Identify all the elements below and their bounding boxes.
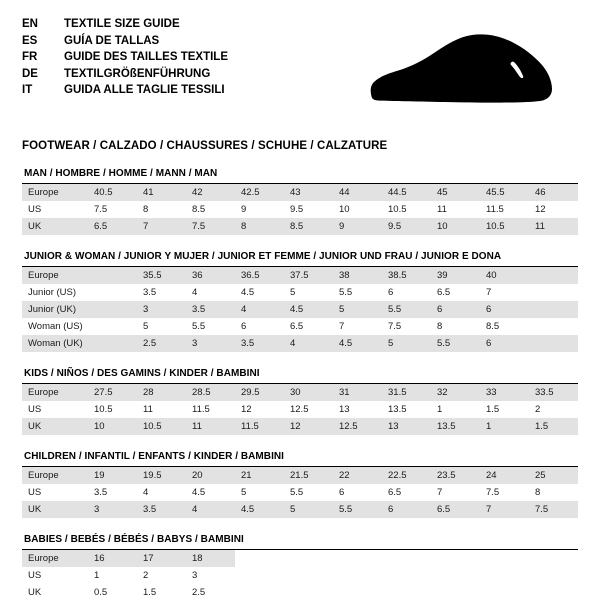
cell: 7.5 bbox=[186, 218, 235, 235]
cell: 46 bbox=[529, 184, 578, 201]
cell bbox=[284, 550, 333, 567]
cell bbox=[88, 284, 137, 301]
cell: 8 bbox=[235, 218, 284, 235]
cell: 6.5 bbox=[88, 218, 137, 235]
row-label: Europe bbox=[22, 467, 88, 484]
table-row bbox=[22, 550, 578, 567]
cell: 36 bbox=[186, 267, 235, 284]
table-row bbox=[22, 201, 578, 218]
size-group-junior-woman bbox=[22, 251, 578, 352]
cell bbox=[382, 584, 431, 601]
cell: 6 bbox=[480, 301, 529, 318]
cell: 7.5 bbox=[486, 487, 500, 498]
cell bbox=[235, 584, 284, 601]
language-row bbox=[22, 16, 228, 33]
cell: 5 bbox=[284, 501, 333, 518]
cell: 6.5 bbox=[437, 287, 451, 298]
cell: 12 bbox=[241, 404, 252, 415]
cell: 42 bbox=[186, 184, 235, 201]
cell: 23.5 bbox=[431, 467, 480, 484]
cell: 38 bbox=[333, 267, 382, 284]
cell: 10 bbox=[431, 218, 480, 235]
cell: 33.5 bbox=[529, 384, 578, 401]
row-label: US bbox=[28, 404, 42, 415]
cell: 8 bbox=[143, 204, 149, 215]
size-table bbox=[22, 467, 578, 518]
cell: 12.5 bbox=[290, 404, 309, 415]
cell bbox=[480, 567, 529, 584]
cell: 10 bbox=[339, 204, 350, 215]
cell: 5.5 bbox=[382, 301, 431, 318]
cell: 6.5 bbox=[388, 487, 402, 498]
table-row bbox=[22, 335, 578, 352]
cell: 1.5 bbox=[143, 587, 157, 598]
cell: 10.5 bbox=[137, 418, 186, 435]
cell bbox=[88, 267, 137, 284]
size-group-children bbox=[22, 451, 578, 518]
row-label: Junior (US) bbox=[28, 287, 77, 298]
cell: 8 bbox=[535, 487, 541, 498]
cell: 5 bbox=[333, 301, 382, 318]
cell bbox=[529, 584, 578, 601]
size-table bbox=[22, 184, 578, 235]
cell bbox=[88, 301, 137, 318]
row-label: US bbox=[28, 487, 42, 498]
cell: 6 bbox=[241, 321, 247, 332]
cell bbox=[284, 567, 333, 584]
cell: 4.5 bbox=[235, 501, 284, 518]
cell: 35.5 bbox=[137, 267, 186, 284]
category-title: FOOTWEAR / CALZADO / CHAUSSURES / SCHUHE / CALZATURE bbox=[22, 140, 388, 152]
cell: 7.5 bbox=[388, 321, 402, 332]
cell: 5 bbox=[143, 321, 149, 332]
cell: 5.5 bbox=[339, 287, 353, 298]
cell: 27.5 bbox=[88, 384, 137, 401]
cell: 28 bbox=[137, 384, 186, 401]
size-table bbox=[22, 550, 578, 601]
language-title: TEXTILE SIZE GUIDE bbox=[64, 18, 180, 30]
row-label: Junior (UK) bbox=[22, 301, 88, 318]
cell bbox=[333, 567, 382, 584]
cell: 8.5 bbox=[486, 321, 500, 332]
cell: 7 bbox=[480, 501, 529, 518]
cell: 7.5 bbox=[94, 204, 108, 215]
size-table bbox=[22, 384, 578, 435]
cell: 7.5 bbox=[529, 501, 578, 518]
row-label: UK bbox=[22, 418, 88, 435]
cell: 20 bbox=[186, 467, 235, 484]
cell: 11 bbox=[529, 218, 578, 235]
cell: 13 bbox=[382, 418, 431, 435]
cell: 44.5 bbox=[382, 184, 431, 201]
language-code: DE bbox=[22, 67, 38, 80]
cell: 1.5 bbox=[529, 418, 578, 435]
cell: 16 bbox=[88, 550, 137, 567]
cell bbox=[235, 550, 284, 567]
cell: 39 bbox=[431, 267, 480, 284]
cell: 30 bbox=[284, 384, 333, 401]
language-code: ES bbox=[22, 34, 38, 47]
group-label: MAN / HOMBRE / HOMME / MANN / MAN bbox=[24, 168, 218, 179]
document-header bbox=[22, 16, 578, 124]
cell: 29.5 bbox=[235, 384, 284, 401]
language-title: GUIDA ALLE TAGLIE TESSILI bbox=[64, 84, 225, 96]
cell: 6 bbox=[339, 487, 345, 498]
cell: 36.5 bbox=[235, 267, 284, 284]
cell: 12.5 bbox=[333, 418, 382, 435]
cell: 11 bbox=[186, 418, 235, 435]
language-code: EN bbox=[22, 18, 38, 30]
cell bbox=[480, 550, 529, 567]
cell: 4.5 bbox=[241, 287, 255, 298]
language-row bbox=[22, 33, 228, 50]
cell: 41 bbox=[137, 184, 186, 201]
cell: 11.5 bbox=[486, 204, 504, 215]
cell bbox=[529, 567, 578, 584]
cell: 19.5 bbox=[137, 467, 186, 484]
cell: 3 bbox=[186, 335, 235, 352]
cell bbox=[529, 335, 578, 352]
cell: 9.5 bbox=[290, 204, 304, 215]
group-label: JUNIOR & WOMAN / JUNIOR Y MUJER / JUNIOR ET FEMME / JUNIOR UND FRAU / JUNIOR E DONA bbox=[24, 251, 502, 262]
cell: 10 bbox=[88, 418, 137, 435]
cell: 9.5 bbox=[382, 218, 431, 235]
cell bbox=[529, 284, 578, 301]
table-row bbox=[22, 318, 578, 335]
size-group-man bbox=[22, 168, 578, 235]
row-label: Europe bbox=[22, 384, 88, 401]
dress-shoe-icon bbox=[364, 32, 564, 124]
cell: 31 bbox=[333, 384, 382, 401]
cell: 5 bbox=[382, 335, 431, 352]
cell: 4.5 bbox=[192, 487, 206, 498]
cell bbox=[529, 301, 578, 318]
language-title-list bbox=[22, 16, 228, 99]
table-row bbox=[22, 184, 578, 201]
size-group-kids bbox=[22, 368, 578, 435]
cell: 3 bbox=[137, 301, 186, 318]
table-row bbox=[22, 284, 578, 301]
cell: 24 bbox=[480, 467, 529, 484]
cell: 5.5 bbox=[192, 321, 206, 332]
cell: 6 bbox=[480, 335, 529, 352]
table-row bbox=[22, 584, 578, 601]
cell: 45 bbox=[431, 184, 480, 201]
cell bbox=[529, 318, 578, 335]
cell: 31.5 bbox=[382, 384, 431, 401]
cell: 40.5 bbox=[88, 184, 137, 201]
cell bbox=[529, 550, 578, 567]
cell: 10.5 bbox=[480, 218, 529, 235]
language-code: FR bbox=[22, 51, 38, 63]
cell: 44 bbox=[333, 184, 382, 201]
cell: 7 bbox=[339, 321, 345, 332]
cell bbox=[88, 335, 137, 352]
cell: 4 bbox=[186, 501, 235, 518]
cell: 18 bbox=[186, 550, 235, 567]
row-label: Europe bbox=[22, 267, 88, 284]
cell: 3.5 bbox=[186, 301, 235, 318]
cell: 17 bbox=[137, 550, 186, 567]
cell: 4 bbox=[143, 487, 149, 498]
cell: 19 bbox=[88, 467, 137, 484]
cell: 33 bbox=[480, 384, 529, 401]
cell: 13.5 bbox=[388, 404, 407, 415]
cell: 45.5 bbox=[480, 184, 529, 201]
cell bbox=[333, 550, 382, 567]
cell: 6 bbox=[382, 501, 431, 518]
cell: 43 bbox=[284, 184, 333, 201]
cell: 3 bbox=[88, 501, 137, 518]
cell: 10.5 bbox=[94, 404, 113, 415]
cell: 13.5 bbox=[431, 418, 480, 435]
cell: 8.5 bbox=[192, 204, 206, 215]
cell bbox=[480, 584, 529, 601]
table-row bbox=[22, 267, 578, 284]
language-row bbox=[22, 49, 228, 66]
cell: 3.5 bbox=[235, 335, 284, 352]
language-title: TEXTILGRÖßENFÜHRUNG bbox=[64, 67, 211, 80]
cell: 6 bbox=[431, 301, 480, 318]
cell: 6.5 bbox=[290, 321, 304, 332]
table-row bbox=[22, 384, 578, 401]
cell: 12 bbox=[284, 418, 333, 435]
cell: 6.5 bbox=[431, 501, 480, 518]
table-row bbox=[22, 218, 578, 235]
cell: 5.5 bbox=[431, 335, 480, 352]
cell: 11.5 bbox=[192, 404, 210, 415]
cell: 4 bbox=[192, 287, 198, 298]
cell: 22 bbox=[333, 467, 382, 484]
cell: 1 bbox=[437, 404, 443, 415]
row-label: UK bbox=[22, 501, 88, 518]
cell: 28.5 bbox=[186, 384, 235, 401]
cell: 0.5 bbox=[94, 587, 108, 598]
cell: 11 bbox=[143, 404, 153, 415]
table-row bbox=[22, 418, 578, 435]
cell: 3.5 bbox=[143, 287, 157, 298]
language-row bbox=[22, 82, 228, 99]
cell: 32 bbox=[431, 384, 480, 401]
cell: 21.5 bbox=[284, 467, 333, 484]
language-title: GUÍA DE TALLAS bbox=[64, 34, 160, 47]
cell: 7 bbox=[137, 218, 186, 235]
cell: 40 bbox=[480, 267, 529, 284]
table-row bbox=[22, 467, 578, 484]
size-table bbox=[22, 267, 578, 352]
cell: 9 bbox=[241, 204, 247, 215]
cell bbox=[382, 550, 431, 567]
cell: 2 bbox=[535, 404, 541, 415]
table-row bbox=[22, 484, 578, 501]
row-label: Woman (US) bbox=[28, 321, 83, 332]
cell: 1.5 bbox=[486, 404, 500, 415]
cell: 2 bbox=[143, 570, 149, 581]
row-label: US bbox=[28, 204, 42, 215]
row-label: UK bbox=[28, 587, 42, 598]
language-row bbox=[22, 66, 228, 83]
cell: 4.5 bbox=[333, 335, 382, 352]
table-row bbox=[22, 301, 578, 318]
cell: 4 bbox=[284, 335, 333, 352]
group-label: BABIES / BEBÉS / BÉBÉS / BABYS / BAMBINI bbox=[24, 534, 244, 545]
cell bbox=[529, 267, 578, 284]
language-title: GUIDE DES TAILLES TEXTILE bbox=[64, 51, 228, 63]
cell: 2.5 bbox=[137, 335, 186, 352]
language-code: IT bbox=[22, 84, 33, 96]
cell: 1 bbox=[94, 570, 100, 581]
cell: 11.5 bbox=[235, 418, 284, 435]
cell: 1 bbox=[480, 418, 529, 435]
cell: 25 bbox=[529, 467, 578, 484]
cell: 10.5 bbox=[388, 204, 407, 215]
cell: 5.5 bbox=[290, 487, 304, 498]
cell: 11 bbox=[437, 204, 447, 215]
cell: 7 bbox=[437, 487, 443, 498]
table-row bbox=[22, 501, 578, 518]
cell bbox=[382, 567, 431, 584]
row-label: US bbox=[28, 570, 42, 581]
cell: 3 bbox=[192, 570, 198, 581]
cell: 4 bbox=[235, 301, 284, 318]
cell: 5 bbox=[241, 487, 247, 498]
cell: 5.5 bbox=[333, 501, 382, 518]
cell bbox=[431, 584, 480, 601]
cell: 8 bbox=[437, 321, 443, 332]
cell: 42.5 bbox=[235, 184, 284, 201]
cell: 38.5 bbox=[382, 267, 431, 284]
cell: 4.5 bbox=[284, 301, 333, 318]
cell: 3.5 bbox=[137, 501, 186, 518]
cell: 7 bbox=[486, 287, 492, 298]
row-label: Woman (UK) bbox=[22, 335, 88, 352]
cell: 21 bbox=[235, 467, 284, 484]
cell bbox=[88, 318, 137, 335]
cell: 6 bbox=[388, 287, 394, 298]
cell: 22.5 bbox=[382, 467, 431, 484]
size-group-babies bbox=[22, 534, 578, 601]
table-row bbox=[22, 401, 578, 418]
cell bbox=[333, 584, 382, 601]
cell: 9 bbox=[333, 218, 382, 235]
cell: 2.5 bbox=[192, 587, 206, 598]
cell: 12 bbox=[535, 204, 546, 215]
cell: 5 bbox=[290, 287, 296, 298]
group-label: KIDS / NIÑOS / DES GAMINS / KINDER / BAMBINI bbox=[24, 368, 260, 379]
cell: 13 bbox=[339, 404, 350, 415]
row-label: Europe bbox=[22, 550, 88, 567]
row-label: UK bbox=[22, 218, 88, 235]
cell: 3.5 bbox=[94, 487, 108, 498]
cell bbox=[431, 567, 480, 584]
cell bbox=[431, 550, 480, 567]
cell bbox=[284, 584, 333, 601]
group-label: CHILDREN / INFANTIL / ENFANTS / KINDER / BAMBINI bbox=[24, 451, 284, 462]
table-row bbox=[22, 567, 578, 584]
cell: 37.5 bbox=[284, 267, 333, 284]
cell: 8.5 bbox=[284, 218, 333, 235]
cell bbox=[235, 567, 284, 584]
row-label: Europe bbox=[22, 184, 88, 201]
